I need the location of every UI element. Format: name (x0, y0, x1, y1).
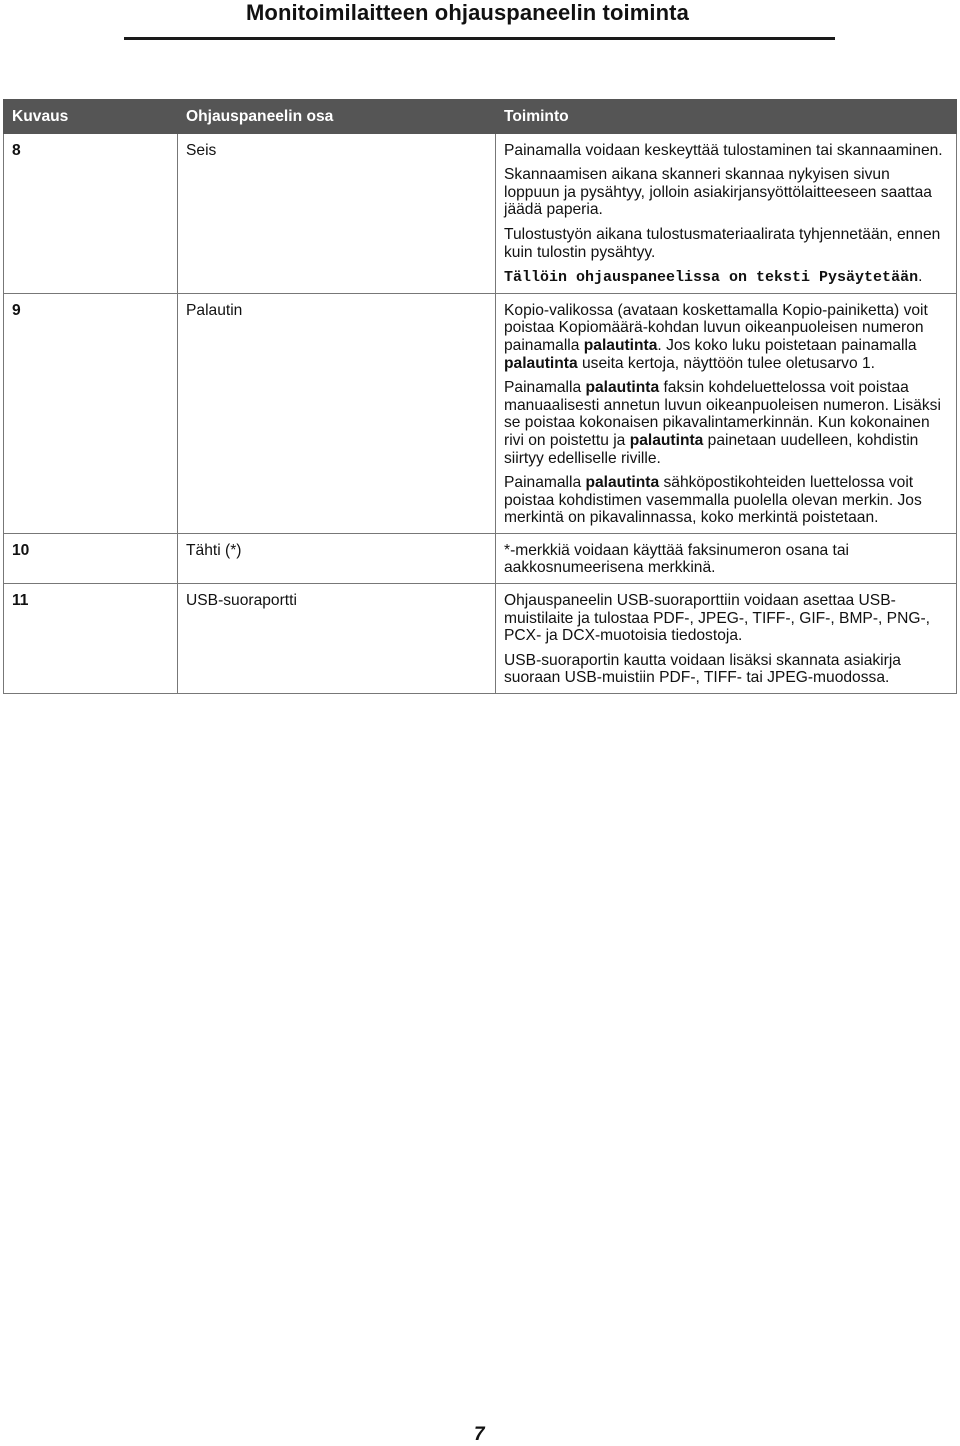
paragraph-text: Painamalla voidaan keskeyttää tulostaminen tai skannaaminen. (504, 141, 943, 159)
page-title: Monitoimilaitteen ohjauspaneelin toiminta (246, 0, 689, 25)
paragraph-text: useita kertoja, näyttöön tulee oletusarvo 1. (577, 354, 875, 372)
paragraph-text: Painamalla (504, 474, 586, 492)
title-rule (124, 37, 835, 40)
panel-part-name: Seis (178, 133, 496, 293)
paragraph-text: . (918, 268, 923, 286)
row-number: 8 (4, 133, 178, 293)
emphasized-text: palautinta (585, 474, 660, 492)
function-paragraph (504, 268, 948, 287)
table-body (4, 133, 957, 693)
paragraph-text: Skannaamisen aikana skanneri skannaa nykyisen sivun loppuun ja pysähtyy, jolloin asiakirjansyöttölaitteeseen saattaa jäädä paperia. (504, 166, 932, 219)
control-panel-table (3, 99, 957, 694)
table-row (4, 533, 957, 583)
row-number: 10 (4, 533, 178, 583)
page-number: 7 (474, 1424, 485, 1445)
function-paragraph (504, 652, 948, 687)
panel-part-name: USB-suoraportti (178, 584, 496, 694)
paragraph-text: Kopio-valikossa (avataan koskettamalla Kopio-painiketta) voit poistaa Kopiomäärä-kohdan luvun oikeanpuoleisen numeron painamalla (504, 301, 928, 354)
function-paragraph (504, 542, 948, 577)
emphasized-text: palautinta (585, 379, 660, 397)
function-description (496, 584, 957, 694)
table-row (4, 133, 957, 293)
function-description (496, 533, 957, 583)
table-row (4, 293, 957, 533)
row-number: 11 (4, 584, 178, 694)
column-header-description: Kuvaus (4, 100, 178, 134)
paragraph-text: faksin kohdeluettelossa voit poistaa manuaalisesti annetun luvun oikeanpuoleisen numeron. Lisäksi se poistaa kokonaisen pikavalintamerkinnän. Kun kokonainen rivi on poistettu ja (504, 379, 941, 449)
function-paragraph (504, 226, 948, 261)
paragraph-text: painetaan uudelleen, kohdistin siirtyy edelliselle riville. (504, 431, 919, 467)
paragraph-text: Tulostustyön aikana tulostusmateriaalirata tyhjennetään, ennen kuin tulostin pysähtyy. (504, 225, 941, 261)
panel-part-name: Palautin (178, 293, 496, 533)
column-header-function: Toiminto (496, 100, 957, 134)
display-message-text: Tällöin ohjauspaneelissa on teksti Pysäytetään (504, 269, 919, 287)
paragraph-text: Painamalla (504, 379, 586, 397)
function-paragraph (504, 379, 948, 467)
emphasized-text: palautinta (583, 336, 658, 354)
paragraph-text: . Jos koko luku poistetaan painamalla (657, 336, 917, 354)
emphasized-text: palautinta (629, 431, 704, 449)
function-description (496, 293, 957, 533)
function-description (496, 133, 957, 293)
function-paragraph (504, 302, 948, 372)
paragraph-text: Ohjauspaneelin USB-suoraporttiin voidaan asettaa USB-muistilaite ja tulostaa PDF-, JPEG-, TIFF-, GIF-, BMP-, PNG-, PCX- ja DCX-muotoisia tiedostoja. (504, 592, 931, 645)
emphasized-text: palautinta (504, 354, 578, 372)
table-header (4, 100, 957, 134)
row-number: 9 (4, 293, 178, 533)
function-paragraph (504, 592, 948, 645)
header-row (4, 100, 957, 134)
paragraph-text: USB-suoraportin kautta voidaan lisäksi skannata asiakirja suoraan USB-muistiin PDF-, TIFF- tai JPEG-muodossa. (504, 651, 901, 687)
function-paragraph (504, 474, 948, 527)
function-paragraph (504, 166, 948, 219)
paragraph-text: sähköpostikohteiden luettelossa voit poistaa kohdistimen vasemmalla puolella olevan merkin. Jos merkintä on pikavalinnassa, koko merkintä poistetaan. (504, 474, 922, 527)
paragraph-text: *-merkkiä voidaan käyttää faksinumeron osana tai aakkosnumeerisena merkkinä. (504, 541, 849, 577)
function-paragraph (504, 142, 948, 160)
table-row (4, 584, 957, 694)
column-header-panel-part: Ohjauspaneelin osa (178, 100, 496, 134)
panel-part-name: Tähti (*) (178, 533, 496, 583)
